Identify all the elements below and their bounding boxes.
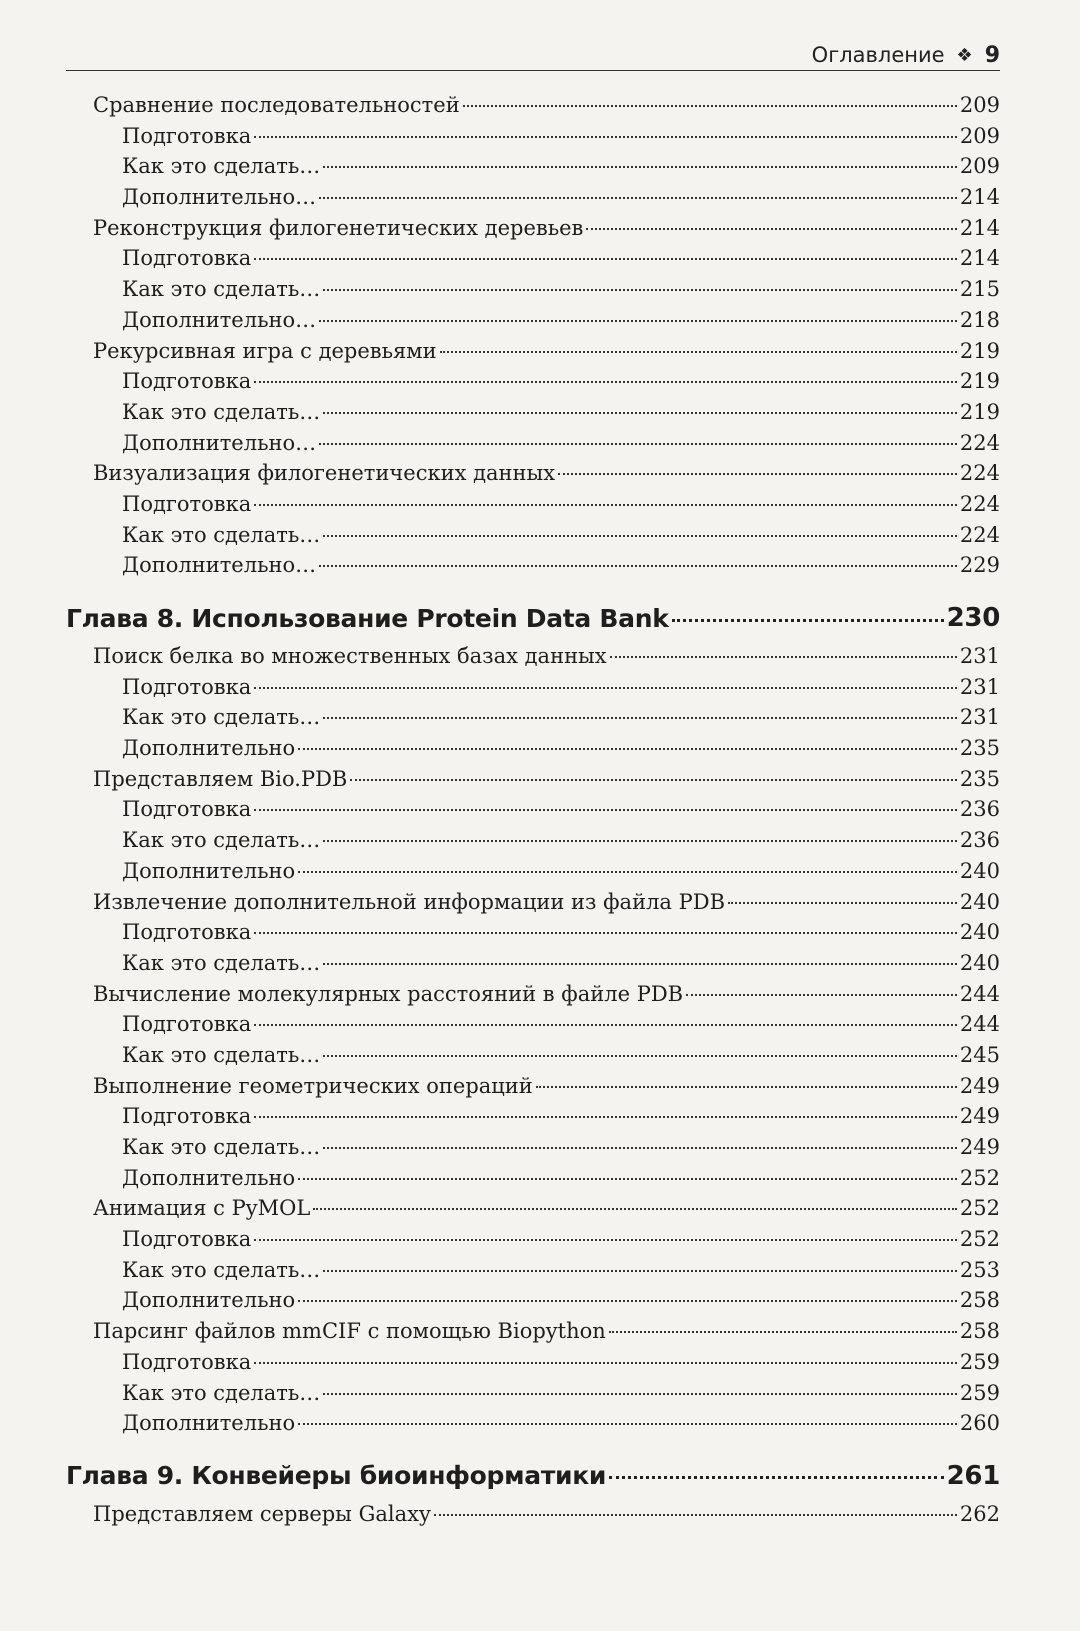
toc-entry-title: Извлечение дополнительной информации из файла PDB <box>93 889 725 914</box>
toc-section-entry <box>66 216 1000 247</box>
toc-entry-title: Как это сделать… <box>122 1257 321 1282</box>
toc-entry-title: Реконструкция филогенетических деревьев <box>93 215 584 240</box>
toc-entry-page: 215 <box>959 277 1000 302</box>
toc-entry-title: Дополнительно <box>122 736 296 761</box>
toc-entry-title: Представляем серверы Galaxy <box>93 1501 431 1526</box>
toc-entry-page: 209 <box>959 93 1000 117</box>
toc-entry-page: 214 <box>959 215 1000 240</box>
dot-leader <box>298 1178 957 1180</box>
toc-entry-page: 240 <box>959 858 1000 883</box>
toc-entry-page: 252 <box>959 1196 1000 1221</box>
toc-entry-page: 253 <box>959 1257 1000 1282</box>
toc-entry-page: 235 <box>959 766 1000 791</box>
dot-leader <box>609 1331 957 1333</box>
toc-section-entry <box>66 1074 1000 1105</box>
toc-entry-title: Подготовка <box>122 1349 252 1374</box>
toc-subsection-entry <box>66 797 1000 828</box>
dot-leader <box>440 351 957 353</box>
toc-subsection-entry <box>66 1043 1000 1074</box>
dot-leader <box>672 619 944 622</box>
dot-leader <box>463 105 957 107</box>
dot-leader <box>254 504 957 506</box>
toc-entry-page: 252 <box>959 1165 1000 1190</box>
toc-entry-title: Дополнительно <box>122 1288 296 1313</box>
toc-subsection-entry <box>66 400 1000 431</box>
dot-leader <box>319 197 957 199</box>
toc-entry-title: Подготовка <box>122 674 252 699</box>
toc-entry-title: Дополнительно <box>122 1411 296 1436</box>
toc-entry-page: 258 <box>959 1288 1000 1313</box>
toc-subsection-entry <box>66 705 1000 736</box>
toc-entry-title: Как это сделать… <box>122 828 321 853</box>
toc-subsection-entry <box>66 1227 1000 1258</box>
toc-section-entry <box>66 461 1000 492</box>
toc-entry-page: 262 <box>959 1501 1000 1526</box>
toc-entry-title: Дополнительно <box>122 1165 296 1190</box>
dot-leader <box>254 687 957 689</box>
toc-entry-page: 244 <box>959 1012 1000 1037</box>
toc-section-entry <box>66 767 1000 798</box>
toc-subsection-entry <box>66 308 1000 339</box>
toc-entry-page: 214 <box>959 246 1000 271</box>
toc-subsection-entry <box>66 185 1000 216</box>
running-head <box>66 38 1000 72</box>
toc-subsection-entry <box>66 828 1000 859</box>
toc-subsection-entry <box>66 1381 1000 1412</box>
dot-leader <box>728 902 957 904</box>
dot-leader <box>323 840 957 842</box>
dot-leader <box>254 932 957 934</box>
dot-leader <box>323 1147 957 1149</box>
toc-entry-page: 224 <box>959 430 1000 455</box>
toc-entry-page: 240 <box>959 889 1000 914</box>
dot-leader <box>323 963 957 965</box>
toc-entry-title: Рекурсивная игра с деревьями <box>93 338 437 363</box>
toc-entry-title: Как это сделать… <box>122 1135 321 1159</box>
header-rule <box>66 70 1000 71</box>
toc-entry-title: Подготовка <box>122 1012 252 1037</box>
toc-subsection-entry <box>66 553 1000 584</box>
dot-leader <box>323 166 957 168</box>
toc-entry-title: Визуализация филогенетических данных <box>93 461 556 486</box>
toc-section-entry <box>66 1319 1000 1350</box>
toc-section-entry <box>66 1196 1000 1227</box>
toc-subsection-entry <box>66 1166 1000 1197</box>
dot-leader <box>434 1514 957 1516</box>
toc-subsection-entry <box>66 369 1000 400</box>
toc-subsection-entry <box>66 124 1000 155</box>
toc-entry-page: 236 <box>959 828 1000 853</box>
toc-entry-page: 235 <box>959 736 1000 761</box>
dot-leader <box>254 809 957 811</box>
dot-leader <box>323 717 957 719</box>
toc-entry-title: Как это сделать… <box>122 950 321 975</box>
toc-entry-title: Парсинг файлов mmCIF с помощью Biopython <box>93 1319 606 1344</box>
toc-entry-page: 209 <box>959 123 1000 148</box>
toc-entry-title: Как это сделать… <box>122 399 321 424</box>
toc-section-entry <box>66 890 1000 921</box>
toc-entry-page: 244 <box>959 981 1000 1006</box>
toc-entry-title: Подготовка <box>122 1104 252 1129</box>
toc-section-entry <box>66 339 1000 370</box>
toc-entry-title: Подготовка <box>122 246 252 271</box>
dot-leader <box>536 1086 957 1088</box>
dot-leader <box>298 1300 957 1302</box>
toc-entry-page: 236 <box>959 797 1000 822</box>
toc-entry-page: 214 <box>959 185 1000 210</box>
dot-leader <box>558 473 957 475</box>
toc-subsection-entry <box>66 246 1000 277</box>
toc-entry-page: 258 <box>959 1319 1000 1344</box>
toc-subsection-entry <box>66 1411 1000 1442</box>
dot-leader <box>610 656 957 658</box>
dot-leader <box>323 412 957 414</box>
dot-leader <box>586 228 957 230</box>
toc-entry-page: 252 <box>959 1227 1000 1252</box>
toc-subsection-entry <box>66 523 1000 554</box>
toc-entry-page: 240 <box>959 920 1000 945</box>
toc-entry-page: 249 <box>959 1104 1000 1129</box>
toc-entry-page: 224 <box>959 461 1000 486</box>
toc-entry-page: 249 <box>959 1135 1000 1159</box>
dot-leader <box>254 381 957 383</box>
toc-entry-title: Подготовка <box>122 123 252 148</box>
toc-entry-page: 219 <box>959 369 1000 394</box>
toc-subsection-entry <box>66 1012 1000 1043</box>
dot-leader <box>254 1024 957 1026</box>
toc-entry-page: 249 <box>959 1073 1000 1098</box>
toc-subsection-entry <box>66 277 1000 308</box>
toc-subsection-entry <box>66 736 1000 767</box>
toc-section-entry <box>66 644 1000 675</box>
toc-entry-title: Дополнительно… <box>122 185 317 210</box>
toc-entry-title: Как это сделать… <box>122 154 321 179</box>
toc-entry-title: Глава 8. Использование Protein Data Bank <box>66 603 669 633</box>
toc-entry-title: Вычисление молекулярных расстояний в файле PDB <box>93 981 684 1006</box>
toc-entry-page: 224 <box>959 491 1000 516</box>
dot-leader <box>323 289 957 291</box>
toc-entry-title: Подготовка <box>122 1227 252 1252</box>
toc-entry-page: 219 <box>959 338 1000 363</box>
toc-entry-page: 245 <box>959 1042 1000 1067</box>
toc-entry-title: Подготовка <box>122 797 252 822</box>
toc-entry-page: 260 <box>959 1411 1000 1436</box>
toc-section-entry <box>66 93 1000 124</box>
dot-leader <box>254 1116 957 1118</box>
toc-entry-title: Как это сделать… <box>122 705 321 730</box>
dot-leader <box>319 565 957 567</box>
toc-subsection-entry <box>66 951 1000 982</box>
dot-leader <box>254 258 957 260</box>
dot-leader <box>254 136 957 138</box>
toc-entry-title: Как это сделать… <box>122 1380 321 1405</box>
toc-entry-page: 231 <box>959 705 1000 730</box>
toc-entry-title: Анимация с PyMOL <box>93 1196 311 1221</box>
toc-chapter-entry <box>66 594 1000 642</box>
toc-entry-title: Представляем Bio.PDB <box>93 766 348 791</box>
toc-entry-page: 218 <box>959 307 1000 332</box>
dot-leader <box>298 748 957 750</box>
dot-leader <box>254 1239 957 1241</box>
toc-entry-title: Подготовка <box>122 369 252 394</box>
toc-entry-title: Дополнительно… <box>122 430 317 455</box>
toc-subsection-entry <box>66 154 1000 185</box>
toc-subsection-entry <box>66 675 1000 706</box>
dot-leader <box>313 1208 957 1210</box>
toc-entry-page: 259 <box>959 1349 1000 1374</box>
toc-entry-page: 209 <box>959 154 1000 179</box>
toc-subsection-entry <box>66 1258 1000 1289</box>
toc-entry-page: 261 <box>946 1460 1000 1491</box>
table-of-contents <box>66 93 1000 1533</box>
toc-subsection-entry <box>66 1135 1000 1166</box>
toc-entry-page: 259 <box>959 1380 1000 1405</box>
toc-subsection-entry <box>66 1104 1000 1135</box>
toc-chapter-entry <box>66 1452 1000 1500</box>
toc-section-entry <box>66 982 1000 1013</box>
dot-leader <box>323 1055 957 1057</box>
toc-section-entry <box>66 1502 1000 1533</box>
dot-leader <box>323 535 957 537</box>
toc-entry-page: 219 <box>959 399 1000 424</box>
toc-entry-title: Глава 9. Конвейеры биоинформатики <box>66 1461 607 1491</box>
toc-subsection-entry <box>66 492 1000 523</box>
dot-leader <box>686 994 957 996</box>
running-head-title: Оглавление <box>811 43 945 67</box>
toc-entry-title: Выполнение геометрических операций <box>93 1073 533 1098</box>
dot-leader <box>254 1362 957 1364</box>
dot-leader <box>319 320 957 322</box>
toc-subsection-entry <box>66 431 1000 462</box>
toc-entry-page: 231 <box>959 674 1000 699</box>
toc-entry-page: 224 <box>959 522 1000 547</box>
dot-leader <box>350 779 957 781</box>
toc-entry-title: Дополнительно… <box>122 307 317 332</box>
toc-entry-title: Дополнительно… <box>122 553 317 578</box>
dot-leader <box>319 443 957 445</box>
toc-entry-title: Подготовка <box>122 920 252 945</box>
toc-subsection-entry <box>66 1350 1000 1381</box>
page-number: 9 <box>984 42 1000 68</box>
toc-entry-title: Поиск белка во множественных базах данных <box>93 644 607 668</box>
toc-entry-page: 240 <box>959 950 1000 975</box>
toc-entry-title: Подготовка <box>122 491 252 516</box>
toc-subsection-entry <box>66 1288 1000 1319</box>
toc-entry-title: Как это сделать… <box>122 277 321 302</box>
toc-entry-page: 231 <box>959 644 1000 668</box>
diamond-ornament-icon: ❖ <box>956 44 973 66</box>
toc-entry-page: 229 <box>959 553 1000 578</box>
dot-leader <box>298 871 957 873</box>
dot-leader <box>298 1423 957 1425</box>
toc-entry-title: Сравнение последовательностей <box>93 93 460 117</box>
dot-leader <box>609 1476 943 1479</box>
toc-entry-title: Дополнительно <box>122 858 296 883</box>
toc-subsection-entry <box>66 920 1000 951</box>
toc-entry-title: Как это сделать… <box>122 1042 321 1067</box>
dot-leader <box>323 1393 957 1395</box>
dot-leader <box>323 1270 957 1272</box>
toc-entry-title: Как это сделать… <box>122 522 321 547</box>
toc-subsection-entry <box>66 859 1000 890</box>
toc-entry-page: 230 <box>946 603 1000 633</box>
